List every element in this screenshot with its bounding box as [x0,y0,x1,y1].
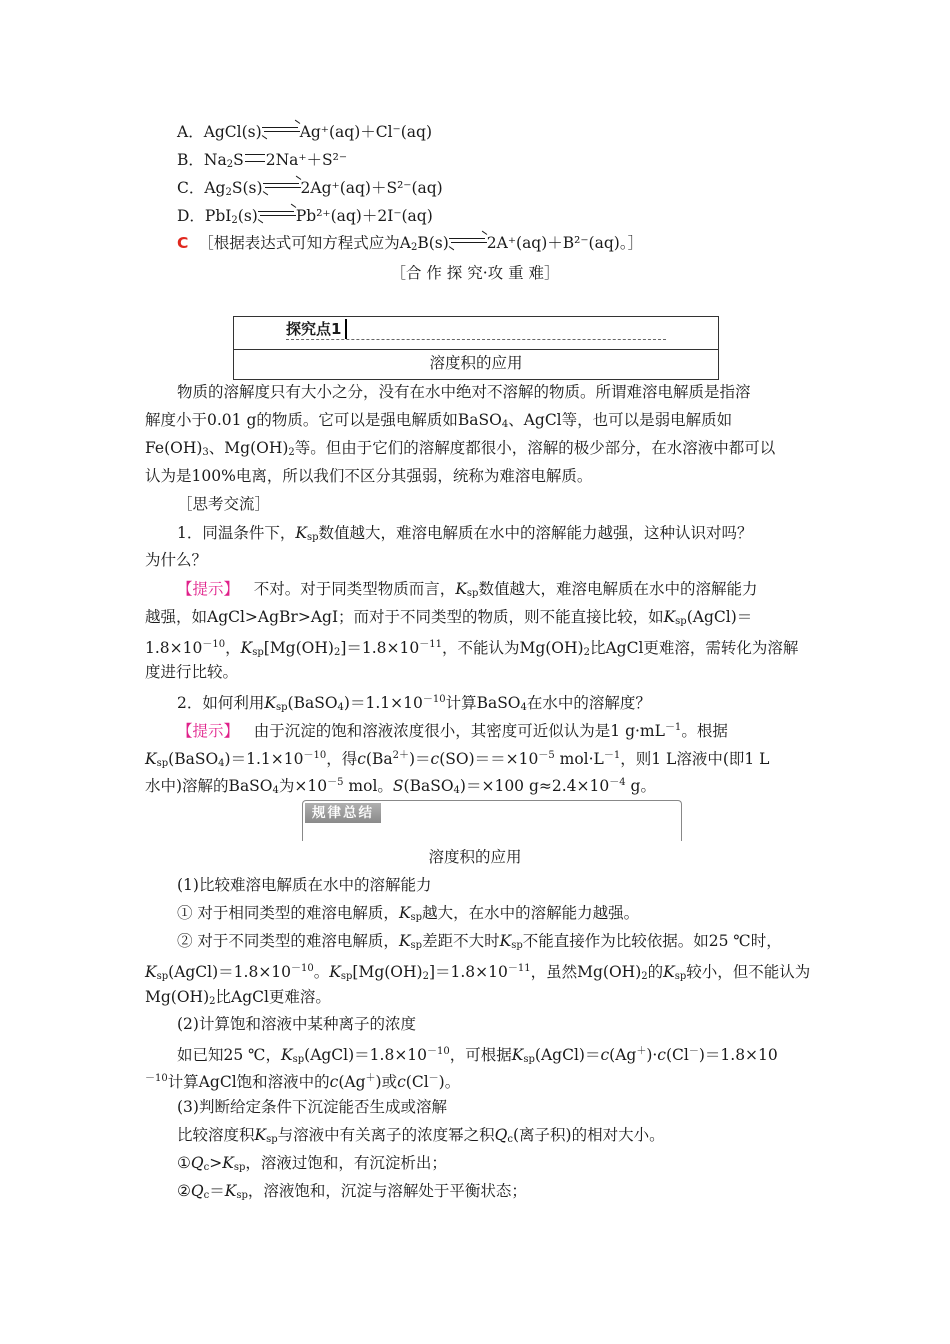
topic-box [233,316,719,380]
hint-1: 【提示】 不对。对于同类型物质而言，$K_{sp}$数值越大，难溶电解质在水中的溶解能力 [177,580,758,599]
rule-2a: 如已知25 ℃，$K_{sp}(AgCl)=1.8\times 10^{-10}$，可根据$K_{sp}(AgCl)=c(Ag^+)\cdot c(Cl^-)=1.8\times 10$ [177,1046,778,1065]
hint-1-line-3: $1.8\times 10^{-10}$，$K_{sp}[Mg(OH)_2]=1.8\times 10^{-11}$，不能认为$Mg(OH)_2$比AgCl更难溶，需转化为溶解 [145,639,799,658]
box-divider [234,349,718,350]
rule-3c: $②Q_c=K_{sp}$，溶液饱和，沉淀与溶解处于平衡状态； [177,1182,527,1201]
intro-line-2: 解度小于0.01 g的物质。它可以是强电解质如BaSO$_4$、AgCl等，也可以是弱电解质如 [145,411,733,430]
hint-label: 【提示】 [177,580,240,598]
answer-letter: C [177,234,189,252]
option-c: C．$Ag_2S(s)$ 2Ag⁺(aq)＋S²⁻(aq) [177,177,443,204]
equilibrium-arrow-icon [262,125,300,135]
question-2: 2．如何利用$K_{sp}(BaSO_4)=1.1\times 10^{-10}$计算BaSO$_4$在水中的溶解度？ [177,694,651,713]
summary-box [302,800,682,841]
hint-1-line-4: 度进行比较。 [145,663,239,681]
option-b: B．$Na_2S$ 2Na⁺＋S²⁻ [177,151,348,170]
rule-1a: ① 对于相同类型的难溶电解质，$K_{sp}$越大，在水中的溶解能力越强。 [177,904,640,923]
equals-arrow-icon [245,154,265,162]
question-1: 1．同温条件下，$K_{sp}$数值越大，难溶电解质在水中的溶解能力越强，这种认识对吗？ [177,524,753,543]
intro-line-4: 认为是100%电离，所以我们不区分其强弱，统称为难溶电解质。 [145,467,593,485]
hint-1-line-2: 越强，如AgCl>AgBr>AgI；而对于不同类型的物质，则不能直接比较，如$K_{sp}(AgCl)=$ [145,608,753,627]
rule-1b: ② 对于不同类型的难溶电解质，$K_{sp}$差距不大时$K_{sp}$不能直接作为比较依据。如25 ℃时， [177,932,782,951]
think-heading: ［思考交流］ [177,495,271,513]
rule-2-heading: (2)计算饱和溶液中某种离子的浓度 [177,1015,416,1033]
intro-line-3: $Fe(OH)_3$、$Mg(OH)_2$等。但由于它们的溶解度都很小，溶解的极少部分，在水溶液中都可以 [145,439,776,458]
rule-1-heading: (1)比较难溶电解质在水中的溶解能力 [177,876,432,894]
topic-title: 溶度积的应用 [429,354,523,372]
equilibrium-arrow-icon [258,209,296,219]
option-a: A．AgCl(s) Ag⁺(aq)＋Cl⁻(aq) [177,121,432,143]
option-d: D．PbI$_2$(s) Pb²⁺(aq)＋2I⁻(aq) [177,205,433,232]
rule-3a: 比较溶度积$K_{sp}$与溶液中有关离子的浓度幂之积$Q_c$(离子积)的相对大小。 [177,1126,665,1145]
question-1-line-2: 为什么？ [145,551,208,569]
topic-tag: 探究点1 [286,319,347,339]
summary-title: 溶度积的应用 [428,848,522,866]
intro-line-1: 物质的溶解度只有大小之分，没有在水中绝对不溶解的物质。所谓难溶电解质是指溶 [177,383,751,401]
rule-3b: $①Q_c>K_{sp}$，溶液过饱和，有沉淀析出； [177,1154,447,1173]
rule-1b-line-3: $Mg(OH)_2$比AgCl更难溶。 [145,988,331,1007]
hint-2-line-3: 水中)溶解的BaSO$_4$为$\times 10^{-5}$ mol。S(BaSO$_4$)＝×100 $g\approx 2.4\times 10^{-4}$ g。 [145,777,656,796]
dashed-divider [286,339,666,340]
section-title: ［合 作 探 究·攻 重 难］ [390,264,560,282]
summary-tag: 规律总结 [305,803,381,823]
equilibrium-arrow-icon [449,236,487,246]
rule-1b-line-2: $K_{sp}(AgCl)=1.8\times 10^{-10}$。$K_{sp}[Mg(OH)_2]=1.8\times 10^{-11}$，虽然$Mg(OH)_2$的$K_{sp}$较小，但不能认为 [145,963,811,982]
hint-2-line-2: $K_{sp}(BaSO_4)=1.1\times 10^{-10}$，得$c(Ba^{2+})=c(SO)==\times 10^{-5}$ $mol\cdot L^{-1}$，则1 L溶液中(即1 L [145,750,770,769]
answer-line: C ［根据表达式可知方程式应为$A_2B(s)$ 2A⁺(aq)＋B²⁻(aq)。］ [177,232,643,259]
rule-3-heading: (3)判断给定条件下沉淀能否生成或溶解 [177,1098,447,1116]
hint-2: 【提示】 由于沉淀的饱和溶液浓度很小，其密度可近似认为是1 $g\cdot mL^{-1}$。根据 [177,722,728,740]
rule-2a-line-2: $^{-10}$计算AgCl饱和溶液中的c(Ag＋)或c(Cl－)。 [145,1073,461,1091]
equilibrium-arrow-icon [263,181,301,191]
